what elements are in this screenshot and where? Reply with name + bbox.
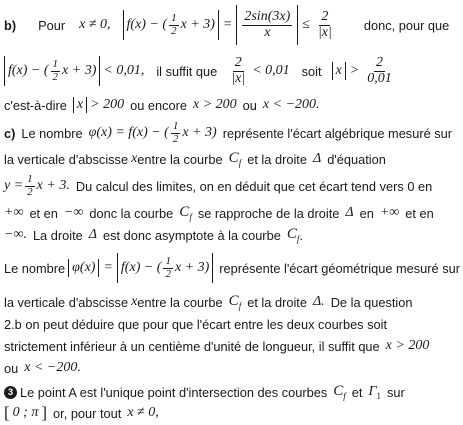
delta-symbol: Δ.	[312, 294, 325, 309]
line-asymptote: −∞. La droite Δ est donc asymptote à la courbe $C_f$ .	[4, 226, 303, 244]
abs-sine-fraction: 2sin(3x) x	[236, 5, 298, 45]
fraction-2-over-001: 2 0,01	[367, 54, 392, 86]
curve-cf-symbol: $C_f$	[228, 150, 242, 168]
gamma-symbol: $\Gamma_1$	[368, 383, 381, 401]
line-condition: f(x) − ( 1 2 x + 3) < 0,01, il suffit que 2 |x| < 0,01 soit x > 2 0,01	[4, 48, 460, 94]
curve-cf-symbol: $C_f$	[228, 293, 242, 311]
fraction-half: 1 2	[171, 11, 177, 37]
line-strictement: strictement inférieur à un centième d'unité de longueur, il suffit que x > 200	[4, 338, 430, 354]
condition-x: x ≠ 0,	[79, 17, 111, 32]
line-c-phi-definition: c) Le nombre φ(x) = f(x) − ( 1 2 x + 3) représente l'écart algébrique mesuré sur	[4, 119, 453, 145]
item-number-badge: 3	[4, 386, 17, 399]
text-donc-pour-que: donc, pour que	[363, 17, 450, 33]
line-verticale-2: la verticale d'abscisse x entre la courbe $C_f$ et la droite Δ. De la question	[4, 293, 413, 311]
curve-cf-symbol: $C_f$	[179, 204, 192, 222]
curve-cf-symbol: $C_f$	[333, 383, 346, 401]
line-equation-y: y = $\frac{1}{2}$ x + 3. Du calcul des limites, on en déduit que cet écart tend vers 0 en	[4, 172, 433, 198]
word-pour: Pour	[38, 17, 66, 33]
delta-symbol: Δ	[88, 227, 97, 242]
part-label-c: c)	[4, 125, 16, 141]
fraction-bound: $\frac{2}{|x|}$	[317, 8, 332, 40]
fraction-2-over-absx: 2 |x|	[231, 54, 246, 86]
line-interval: [ 0 ; π ] or, pour tout x ≠ 0,	[4, 403, 159, 422]
abs-difference: f(x) − ( 1 2 x + 3)	[4, 56, 100, 86]
line-ou: ou x < −200.	[4, 360, 81, 376]
line-abs-phi: Le nombre φ(x) = f(x) − ( 1 2 x + 3) représente l'écart géométrique mesuré sur	[4, 250, 460, 286]
line-verticale-1: la verticale d'abscisse x entre la courbe $C_f$ et la droite Δ d'équation	[4, 150, 386, 168]
line-c-est-a-dire: c'est-à-dire x > 200 ou encore x > 200 ou x < −200.	[4, 97, 320, 113]
line-point-a: 3 Le point A est l'unique point d'intersection des courbes $C_f$ et $\Gamma_1$ sur	[4, 381, 460, 403]
part-label-b: b)	[4, 17, 17, 33]
line-limits: +∞ et en −∞ donc la courbe $C_f$ se rapproche de la droite Δ en +∞ et en	[4, 204, 434, 222]
line-question-2b: 2.b on peut déduire que pour que l'écart entre les deux courbes soit	[4, 316, 388, 332]
line-b-statement: b) Pour x ≠ 0, f(x) − ( 1 2 x + 3) = 2sin(3x) x ≤ $\frac{2}{|x|}$ donc, pour que	[4, 2, 460, 48]
delta-symbol: Δ	[345, 205, 354, 220]
curve-cf-symbol: $C_f$	[286, 226, 300, 244]
delta-symbol: Δ	[312, 151, 322, 166]
abs-difference: f(x) − ( 1 2 x + 3)	[123, 10, 219, 40]
